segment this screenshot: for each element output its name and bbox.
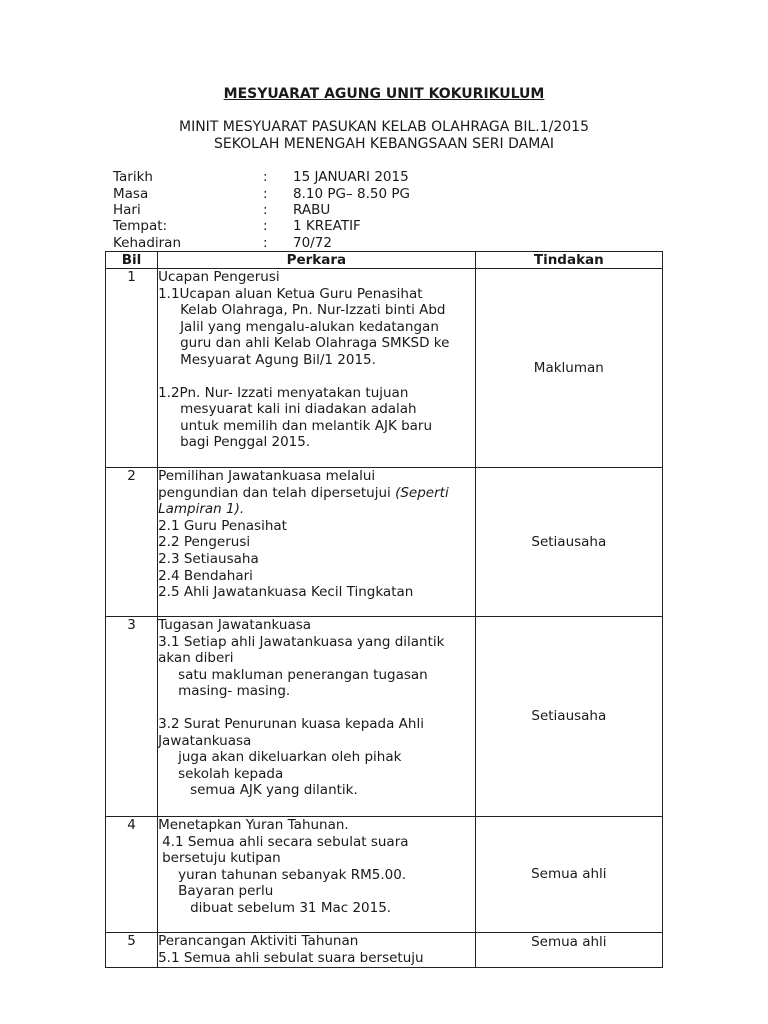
kehadiran-value: 70/72 xyxy=(293,235,332,251)
row1-line: Ucapan Pengerusi xyxy=(158,269,280,285)
row1-bil: 1 xyxy=(106,269,158,468)
row4-bil: 4 xyxy=(106,817,158,933)
table-row xyxy=(106,468,663,617)
row4-perkara xyxy=(158,817,476,933)
row2-line: 2.5 Ahli Jawatankuasa Kecil Tingkatan xyxy=(158,584,414,601)
row2-line: 2.4 Bendahari xyxy=(158,567,253,584)
tarikh-label: Tarikh xyxy=(113,169,153,185)
row1-line: mesyuarat kali ini diadakan adalah xyxy=(180,401,417,418)
row5-bil: 5 xyxy=(106,933,158,968)
row5-line: 5.1 Semua ahli sebulat suara bersetuju xyxy=(158,949,424,966)
row2-line-text: pengundian dan telah dipersetujui xyxy=(158,484,396,501)
row4-line: yuran tahunan sebanyak RM5.00. xyxy=(178,866,407,883)
masa-value: 8.10 PG– 8.50 PG xyxy=(293,186,410,202)
table-row xyxy=(106,617,663,817)
row2-perkara xyxy=(158,468,476,617)
document-title: MESYUARAT AGUNG UNIT KOKURIKULUM xyxy=(223,86,545,102)
row2-bil: 2 xyxy=(106,468,158,617)
row1-line: Kelab Olahraga, Pn. Nur-Izzati binti Abd xyxy=(180,302,446,319)
table-row xyxy=(106,269,663,468)
row2-line-italic: Lampiran 1). xyxy=(158,501,245,518)
row3-line: akan diberi xyxy=(158,650,234,667)
row3-perkara xyxy=(158,617,476,817)
row5-tindakan: Semua ahli xyxy=(475,933,662,968)
hari-colon: : xyxy=(263,202,268,218)
spacer xyxy=(158,700,475,716)
row3-line: Jawatankuasa xyxy=(158,732,252,749)
row2-tindakan: Setiausaha xyxy=(475,468,662,617)
row1-line: untuk memilih dan melantik AJK baru xyxy=(180,417,433,434)
row3-line: semua AJK yang dilantik. xyxy=(190,782,358,799)
kehadiran-label: Kehadiran xyxy=(113,235,182,251)
document-subtitle-line1: MINIT MESYUARAT PASUKAN KELAB OLAHRAGA BIL.1/2015 xyxy=(179,119,589,135)
row5-line: Perancangan Aktiviti Tahunan xyxy=(158,933,359,949)
row4-line: 4.1 Semua ahli secara sebulat suara xyxy=(162,833,409,850)
row2-line: Pemilihan Jawatankuasa melalui xyxy=(158,468,376,484)
spacer xyxy=(158,369,475,385)
row3-line: 3.2 Surat Penurunan kuasa kepada Ahli xyxy=(158,715,424,732)
kehadiran-colon: : xyxy=(263,235,268,251)
header-tindakan: Tindakan xyxy=(475,252,662,269)
row1-line: bagi Penggal 2015. xyxy=(180,434,311,451)
row1-line: 1.1Ucapan aluan Ketua Guru Penasihat xyxy=(158,285,423,302)
row1-line: 1.2Pn. Nur- Izzati menyatakan tujuan xyxy=(158,384,409,401)
row1-line: Mesyuarat Agung Bil/1 2015. xyxy=(180,351,376,368)
header-perkara: Perkara xyxy=(158,252,476,269)
tempat-colon: : xyxy=(263,218,268,234)
table-row xyxy=(106,933,663,968)
row1-line: Jalil yang mengalu-alukan kedatangan xyxy=(180,318,439,335)
row3-tindakan: Setiausaha xyxy=(475,617,662,817)
row4-line: Bayaran perlu xyxy=(178,883,274,900)
masa-colon: : xyxy=(263,186,268,202)
row2-line-italic: (Seperti xyxy=(395,484,449,501)
tarikh-value: 15 JANUARI 2015 xyxy=(293,169,409,185)
row2-line xyxy=(158,485,475,502)
tempat-label: Tempat: xyxy=(113,218,168,234)
row3-line: sekolah kepada xyxy=(178,765,284,782)
row1-perkara xyxy=(158,269,476,468)
row3-line: 3.1 Setiap ahli Jawatankuasa yang dilantik xyxy=(158,633,445,650)
row3-bil: 3 xyxy=(106,617,158,817)
row2-line: 2.1 Guru Penasihat xyxy=(158,517,287,534)
document-subtitle-line2: SEKOLAH MENENGAH KEBANGSAAN SERI DAMAI xyxy=(213,136,555,152)
table-header-row xyxy=(106,252,663,269)
header-bil: Bil xyxy=(106,252,158,269)
minutes-table xyxy=(105,251,663,968)
tempat-value: 1 KREATIF xyxy=(293,218,361,234)
row3-line: Tugasan Jawatankuasa xyxy=(158,617,312,633)
row2-line: 2.2 Pengerusi xyxy=(158,534,251,551)
row4-line: dibuat sebelum 31 Mac 2015. xyxy=(190,899,392,916)
table-row xyxy=(106,817,663,933)
row5-perkara xyxy=(158,933,476,968)
row2-line: 2.3 Setiausaha xyxy=(158,550,259,567)
masa-label: Masa xyxy=(113,186,149,202)
hari-label: Hari xyxy=(113,202,141,218)
row3-line: juga akan dikeluarkan oleh pihak xyxy=(178,749,402,766)
row1-tindakan: Makluman xyxy=(475,269,662,468)
row4-line: bersetuju kutipan xyxy=(162,850,281,867)
row3-line: masing- masing. xyxy=(178,683,291,700)
row4-line: Menetapkan Yuran Tahunan. xyxy=(158,817,349,833)
row1-line: guru dan ahli Kelab Olahraga SMKSD ke xyxy=(180,335,450,352)
tarikh-colon: : xyxy=(263,169,268,185)
row3-line: satu makluman penerangan tugasan xyxy=(178,666,428,683)
row4-tindakan: Semua ahli xyxy=(475,817,662,933)
hari-value: RABU xyxy=(293,202,331,218)
